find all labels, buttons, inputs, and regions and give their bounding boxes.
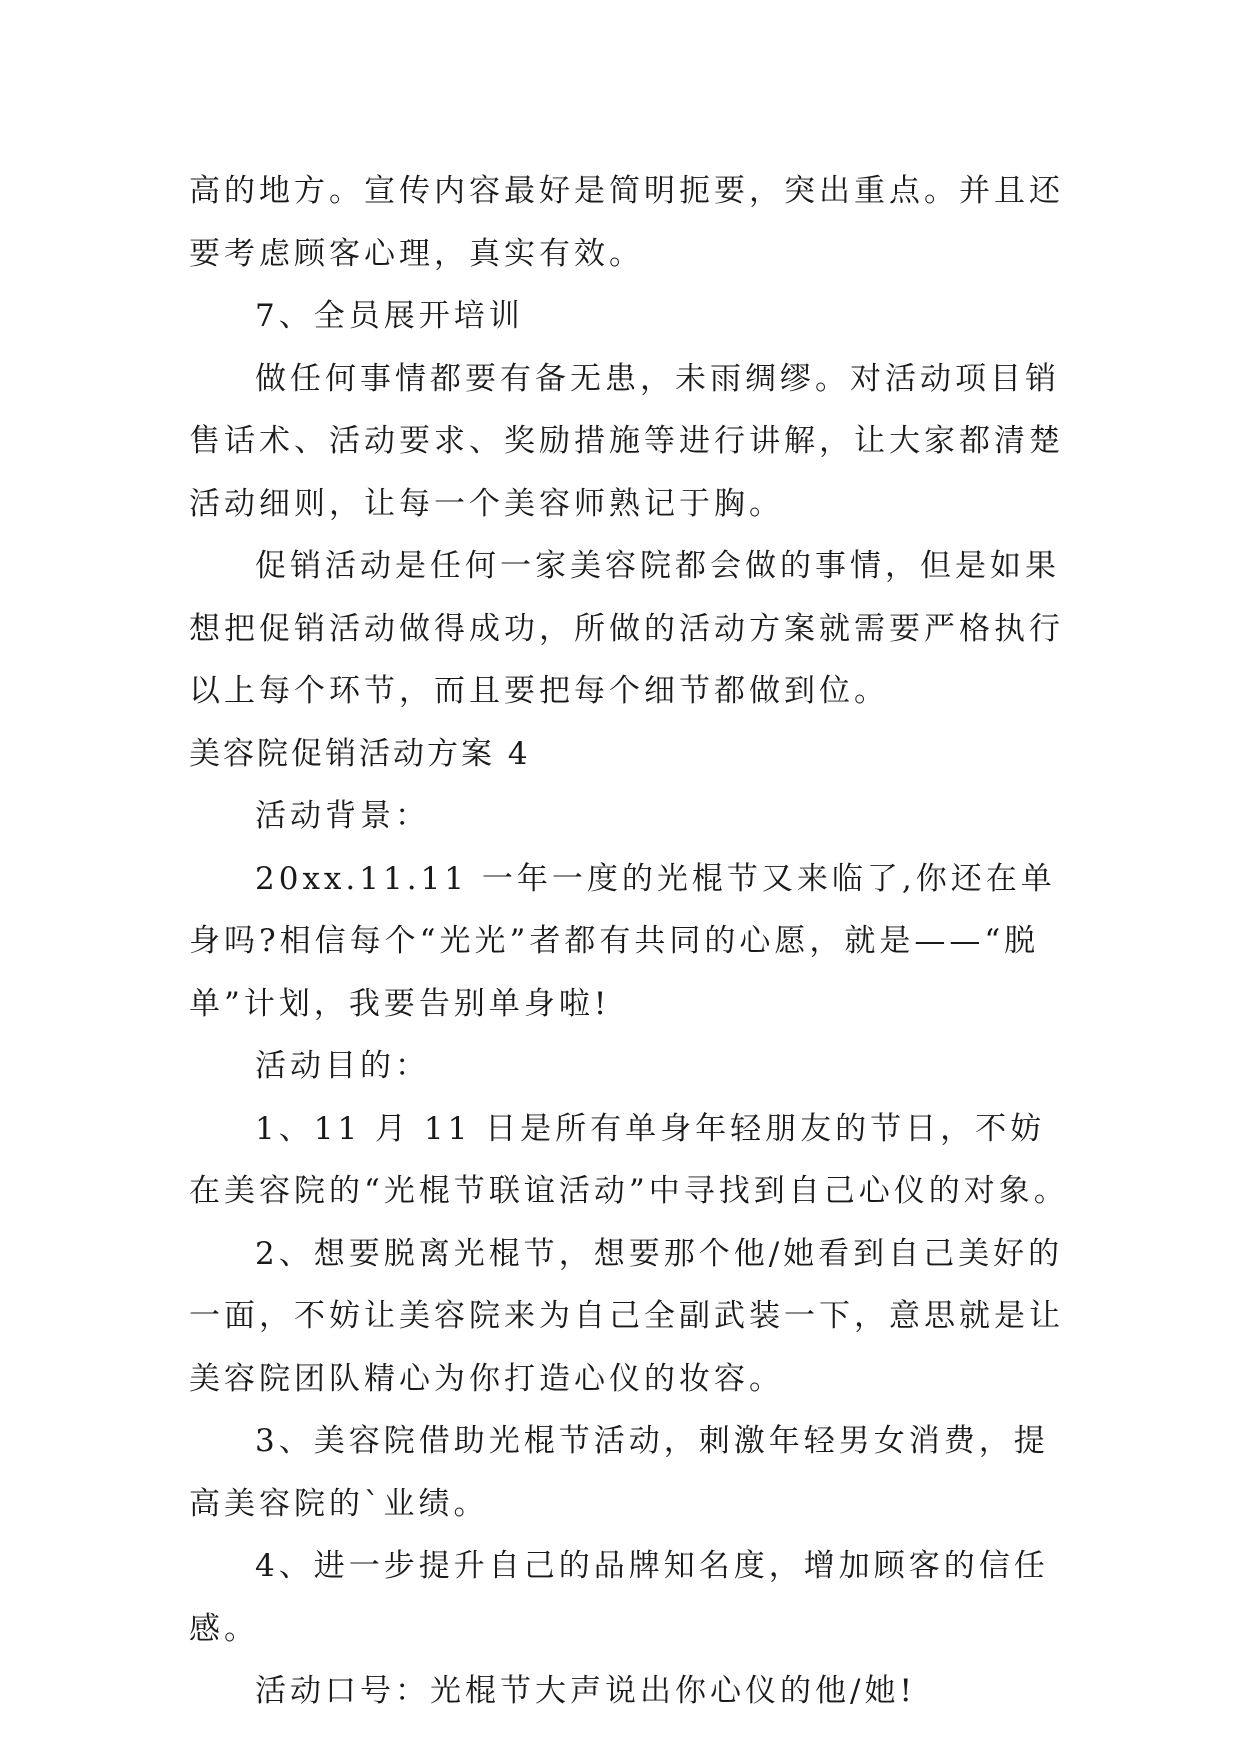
section-item-7: 7、全员展开培训 <box>255 298 524 334</box>
paragraph-background: 20xx.11.11 一年一度的光棍节又来临了,你还在单身吗?相信每个“光光”者都有共同的心愿，就是——“脱单”计划，我要告别单身啦! <box>189 860 1056 1022</box>
purpose-item-4: 4、进一步提升自己的品牌知名度，增加顾客的信任感。 <box>189 1548 1049 1647</box>
paragraph-continuation: 高的地方。宣传内容最好是简明扼要，突出重点。并且还要考虑顾客心理，真实有效。 <box>189 173 1064 272</box>
purpose-item-2: 2、想要脱离光棍节，想要那个他/她看到自己美好的一面，不妨让美容院来为自己全副武装一下，意思就是让美容院团队精心为你打造心仪的妆容。 <box>189 1235 1064 1397</box>
paragraph-training: 做任何事情都要有备无患，未雨绸缪。对活动项目销售话术、活动要求、奖励措施等进行讲解，让大家都清楚活动细则，让每一个美容师熟记于胸。 <box>189 360 1064 522</box>
paragraph-summary: 促销活动是任何一家美容院都会做的事情，但是如果想把促销活动做得成功，所做的活动方案就需要严格执行以上每个环节，而且要把每个细节都做到位。 <box>189 548 1064 709</box>
section-heading: 美容院促销活动方案 4 <box>189 735 531 772</box>
purpose-item-3: 3、美容院借助光棍节活动，刺激年轻男女消费，提高美容院的`业绩。 <box>189 1423 1049 1522</box>
subheading-purpose: 活动目的： <box>255 1048 430 1084</box>
document-body <box>189 160 1069 1723</box>
purpose-item-1: 1、11 月 11 日是所有单身年轻朋友的节日，不妨在美容院的“光棍节联谊活动”中寻找到自己心仪的对象。 <box>189 1110 1069 1209</box>
subheading-background: 活动背景： <box>255 798 430 834</box>
activity-slogan: 活动口号：光棍节大声说出你心仪的他/她! <box>255 1673 916 1709</box>
